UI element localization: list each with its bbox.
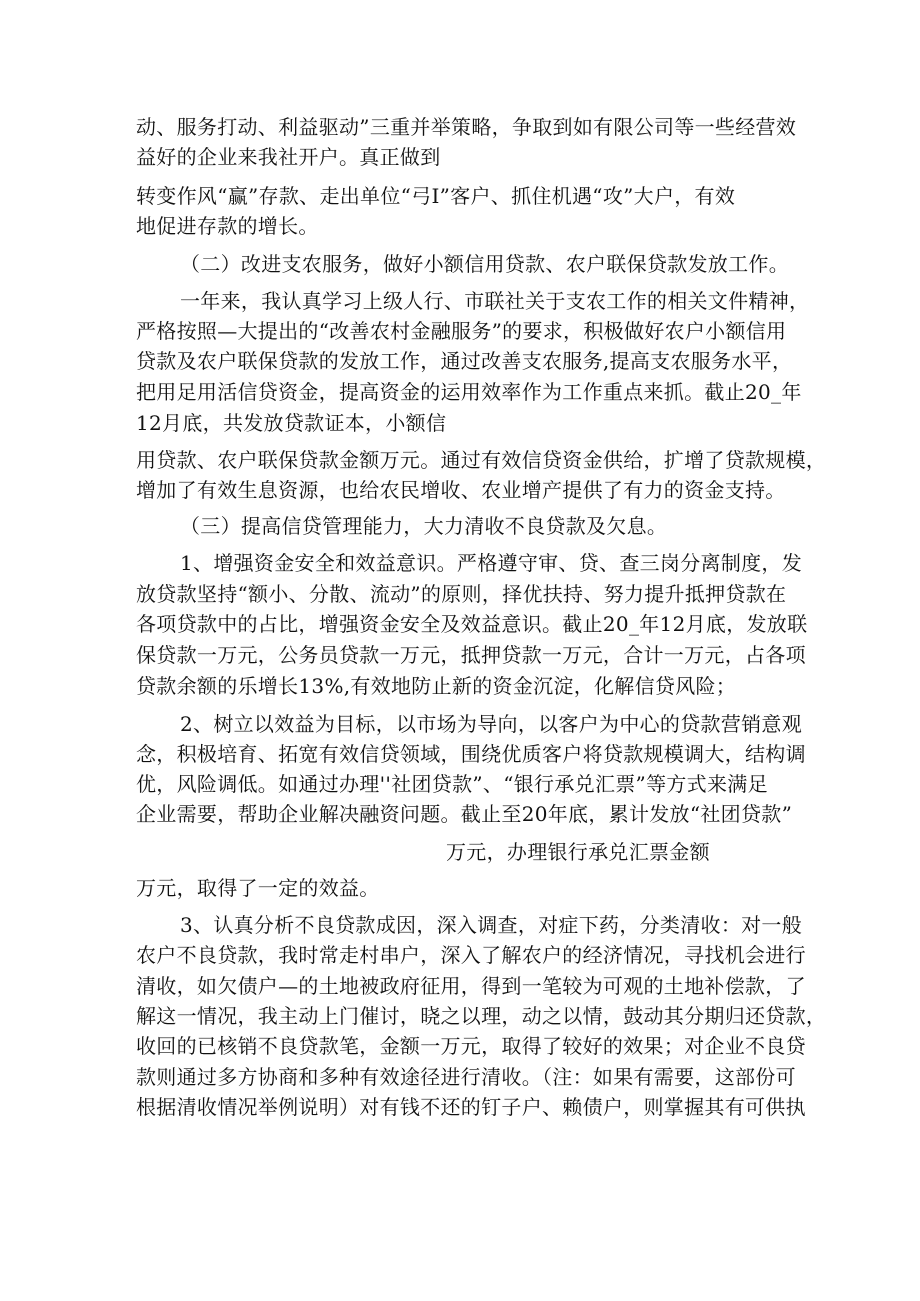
text-line: 一年来，我认真学习上级人行、市联社关于支农工作的相关文件精神， [180, 289, 810, 313]
text-line: 用贷款、农户联保贷款金额万元。通过有效信贷资金供给，扩增了贷款规模， [136, 448, 827, 472]
text-line: 2、树立以效益为目标，以市场为导向，以客户为中心的贷款营销意观 [180, 712, 803, 736]
text-line: 地促进存款的增长。 [136, 214, 319, 238]
text-line: 念，积极培育、拓宽有效信贷领域，围绕优质客户将贷款规模调大，结构调 [136, 742, 806, 766]
text-line: 根据清收情况举例说明）对有钱不还的钉子户、赖债户，则掌握其有可供执 [136, 1095, 806, 1119]
text-line: 12月底，共发放贷款证本，小额信 [136, 411, 447, 435]
text-line: 益好的企业来我社开户。真正做到 [136, 145, 441, 169]
text-line: 保贷款一万元，公务员贷款一万元，抵押贷款一万元，合计一万元，占各项 [136, 643, 806, 667]
text-line: 贷款及农户联保贷款的发放工作，通过改善支农服务,提高支农服务水平， [136, 349, 793, 373]
text-line: 收回的已核销不良贷款笔，金额一万元，取得了较好的效果；对企业不良贷 [136, 1034, 806, 1058]
text-line: 优，风险调低。如通过办理''社团贷款”、“银行承兑汇票”等方式来满足 [136, 772, 768, 796]
text-line: 解这一情况，我主动上门催讨，晓之以理，动之以情，鼓动其分期归还贷款， [136, 1004, 827, 1028]
text-line: 转变作风“赢”存款、走出单位“弓I”客户、抓住机遇“攻”大户，有效 [136, 184, 736, 208]
text-line: 各项贷款中的占比，增强资金安全及效益意识。截止20_年12月底，发放联 [136, 612, 808, 636]
text-line: 1、增强资金安全和效益意识。严格遵守审、贷、查三岗分离制度，发 [180, 551, 803, 575]
text-line: 企业需要，帮助企业解决融资问题。截止至20年底，累计发放“社团贷款” [136, 802, 793, 826]
text-line: 万元，办理银行承兑汇票金额 [446, 840, 710, 864]
text-line: 严格按照—大提出的“改善农村金融服务”的要求，积极做好农户小额信用 [136, 319, 787, 343]
text-line: 3、认真分析不良贷款成因，深入调查，对症下药，分类清收：对一般 [180, 913, 803, 937]
text-line: 清收，如欠债户—的土地被政府征用，得到一笔较为可观的土地补偿款，了 [136, 974, 806, 998]
section-heading: （二）改进支农服务，做好小额信用贷款、农户联保贷款发放工作。 [180, 252, 789, 276]
text-line: 动、服务打动、利益驱动”三重并举策略，争取到如有限公司等一些经营效 [136, 115, 797, 139]
text-line: 贷款余额的乐增长13%,有效地防止新的资金沉淀，化解信贷风险； [136, 674, 737, 698]
text-line: 增加了有效生息资源，也给农民增收、农业增产提供了有力的资金支持。 [136, 478, 786, 502]
text-line: 农户不良贷款，我时常走村串户，深入了解农户的经济情况，寻找机会进行 [136, 943, 806, 967]
section-heading: （三）提高信贷管理能力，大力清收不良贷款及欠息。 [180, 514, 668, 538]
text-line: 万元，取得了一定的效益。 [136, 876, 380, 900]
text-line: 款则通过多方协商和多种有效途径进行清收。（注：如果有需要，这部份可 [136, 1065, 796, 1089]
text-line: 放贷款坚持“额小、分散、流动”的原则，择优扶持、努力提升抵押贷款在 [136, 582, 787, 606]
text-line: 把用足用活信贷资金，提高资金的运用效率作为工作重点来抓。截止20_年 [136, 380, 802, 404]
